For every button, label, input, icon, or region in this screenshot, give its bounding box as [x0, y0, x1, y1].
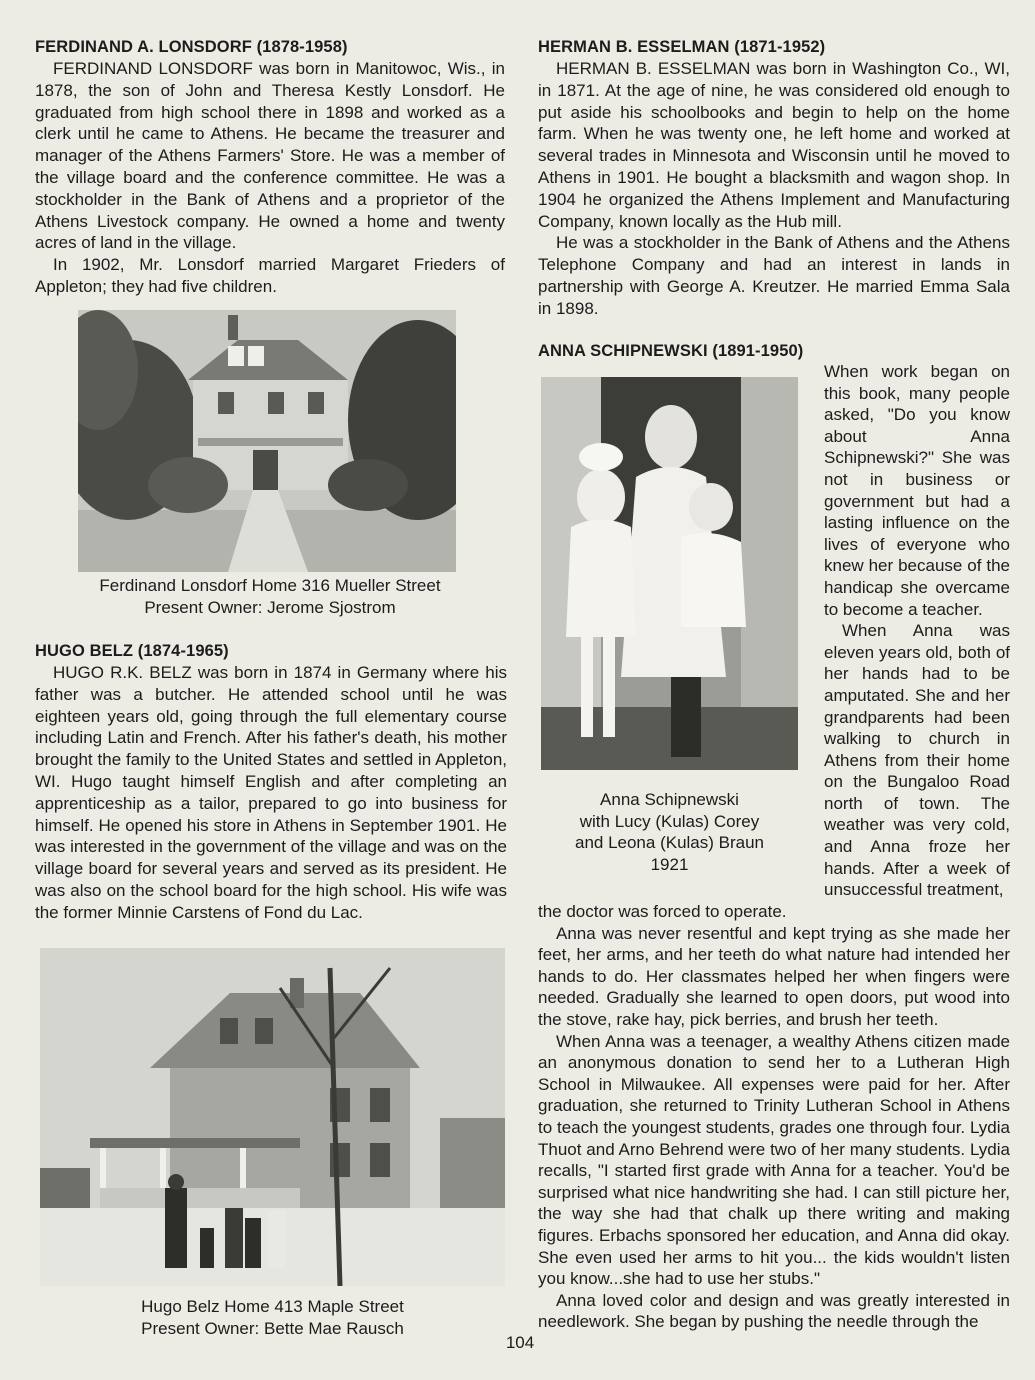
lonsdorf-photo-caption — [35, 575, 505, 619]
belz-article — [35, 641, 507, 924]
schipnewski-heading: ANNA SCHIPNEWSKI (1891-1950) — [538, 342, 804, 360]
belz-heading: HUGO BELZ (1874-1965) — [35, 642, 229, 660]
belz-photo-caption — [40, 1296, 505, 1340]
lonsdorf-paragraph-1: FERDINAND LONSDORF was born in Manitowoc, Wis., in 1878, the son of John and Theresa Kestly Lonsdorf. He graduated from high school there in 1898 and worked as a clerk until he came to Athens. He became the treasurer and manager of the Athens Farmers' Store. He was a member of the village board and the conference committee. He was a stockholder in the Bank of Athens and a proprietor of the Athens Livestock company. He owned a home and twenty acres of land in the village. — [35, 59, 505, 253]
belz-paragraph-1: HUGO R.K. BELZ was born in 1874 in Germany where his father was a butcher. He attended school until he was eighteen years old, going through the full elementary course including Latin and French. After his father's death, his mother brought the family to the United States and settled in Appleton, WI. Hugo taught himself English and after completing an apprenticeship as a tailor, prepared to go into business for himself. He opened his store in Athens in September 1901. He was interested in the government of the village and was on the village board for several years and served as its president. He was also on the school board for the high school. His wife was the former Minnie Carstens of Fond du Lac. — [35, 663, 507, 922]
schipnewski-body — [538, 901, 1010, 1333]
schipnewski-heading-wrap — [538, 341, 1010, 362]
lonsdorf-caption-line-2: Present Owner: Jerome Sjostrom — [144, 598, 396, 617]
lonsdorf-caption-line-1: Ferdinand Lonsdorf Home 316 Mueller Street — [99, 576, 441, 595]
esselman-heading: HERMAN B. ESSELMAN (1871-1952) — [538, 38, 826, 56]
belz-home-photo — [40, 948, 505, 1286]
lonsdorf-paragraph-2: In 1902, Mr. Lonsdorf married Margaret Frieders of Appleton; they had five children. — [35, 255, 505, 296]
belz-caption-line-2: Present Owner: Bette Mae Rausch — [141, 1319, 404, 1338]
anna-caption-line-4: 1921 — [650, 854, 689, 874]
lonsdorf-article — [35, 37, 505, 298]
anna-caption-line-3: and Leona (Kulas) Braun — [574, 833, 765, 852]
schipnewski-paragraph-3: Anna was never resentful and kept trying as she made her feet, her arms, and her teeth do what nature had intended her hands to do. Her classmates helped her when fingers were needed. Gradually she learned to open doors, put wood into the stove, rake hay, pick berries, and brush her teeth. — [538, 923, 1010, 1029]
anna-photo — [541, 377, 798, 770]
schipnewski-side-text — [824, 361, 1010, 901]
schipnewski-continuation: the doctor was forced to operate. — [538, 902, 787, 921]
schipnewski-paragraph-5: Anna loved color and design and was greatly interested in needlework. She began by pushing the needle through the — [538, 1290, 1010, 1332]
lonsdorf-heading: FERDINAND A. LONSDORF (1878-1958) — [35, 38, 348, 56]
anna-caption-line-2: with Lucy (Kulas) Corey — [579, 811, 760, 831]
anna-photo-caption — [541, 789, 798, 875]
esselman-paragraph-1: HERMAN B. ESSELMAN was born in Washington Co., WI, in 1871. At the age of nine, he was considered old enough to put aside his schoolbooks and begin to help on the home farm. When he was twenty one, he left home and worked at several trades in Minnesota and Wisconsin until he moved to Athens in 1901. He bought a blacksmith and wagon shop. In 1904 he organized the Athens Implement and Manufacturing Company, known locally as the Hub mill. — [538, 59, 1010, 231]
esselman-paragraph-2: He was a stockholder in the Bank of Athens and the Athens Telephone Company and had an interest in lands in partnership with George A. Kreutzer. He married Emma Sala in 1898. — [538, 233, 1010, 318]
schipnewski-side-paragraph-2: When Anna was eleven years old, both of her hands had to be amputated. She and her grandparents had been walking to church in Athens from their home on the Bungaloo Road north of town. The weather was very cold, and Anna froze her hands. After a week of unsuccessful treatment, — [824, 621, 1010, 900]
schipnewski-side-paragraph-1: When work began on this book, many people asked, "Do you know about Anna Schipnewski?" She was not in business or government but had a lasting influence on the lives of everyone who knew her because of the handicap she overcame to become a teacher. — [824, 362, 1010, 619]
page-number: 104 — [505, 1333, 535, 1352]
anna-caption-line-1: Anna Schipnewski — [600, 790, 739, 809]
belz-caption-line-1: Hugo Belz Home 413 Maple Street — [141, 1297, 404, 1316]
lonsdorf-home-photo — [78, 310, 456, 572]
schipnewski-paragraph-4: When Anna was a teenager, a wealthy Athens citizen made an anonymous donation to send her to a Lutheran High School in Milwaukee. All expenses were paid for her. After graduation, she returned to Trinity Lutheran School in Athens to teach the youngest students, grades one through four. Lydia Thuot and Arno Behrend were two of her many students. Lydia recalls, "I started first grade with Anna for a teacher. You'd be surprised what nice handwriting she had. I can still picture her, the way she had that chalk up there writing and making figures. Erbachs sponsored her education, and Anna did okay. She even used her arms to hit you... the kids wouldn't listen you know...she had to use her stubs." — [538, 1031, 1010, 1289]
esselman-article — [538, 37, 1010, 320]
